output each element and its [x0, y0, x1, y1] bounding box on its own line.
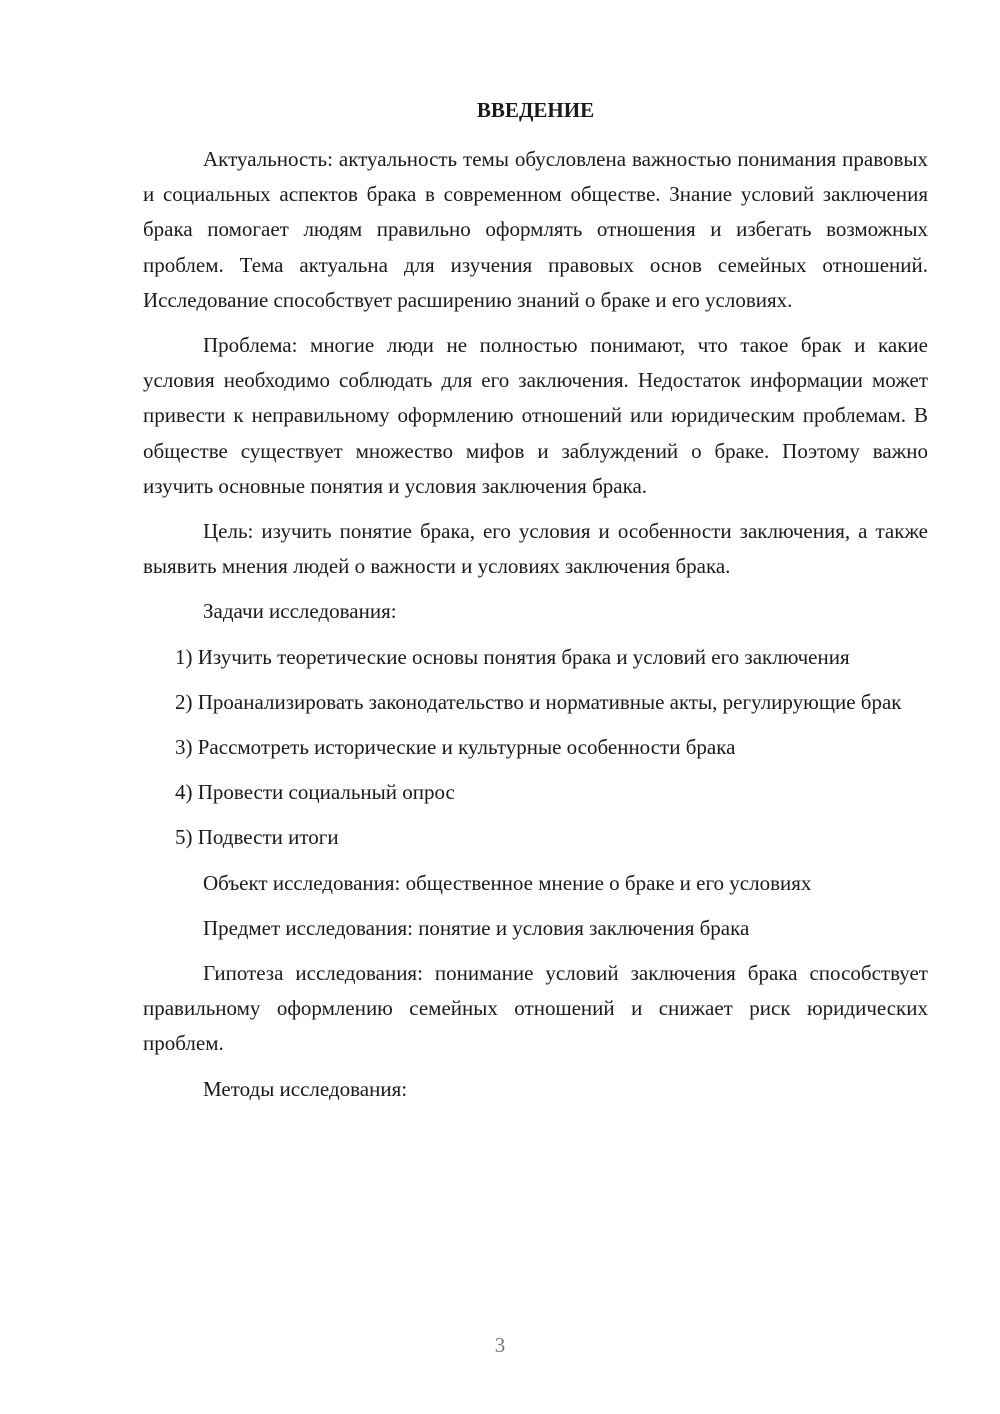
list-item: 1) Изучить теоретические основы понятия брака и условий его заключения: [175, 644, 850, 669]
page-number: 3: [494, 1333, 506, 1357]
paragraph-hypothesis: Гипотеза исследования: понимание условий заключения брака способствует правильному оформлению семейных отношений и снижает риск юридических проблем.: [143, 961, 928, 1056]
list-item: 3) Рассмотреть исторические и культурные особенности брака: [175, 735, 736, 760]
paragraph-problem: Проблема: многие люди не полностью понимают, что такое брак и какие условия необходимо соблюдать для его заключения. Недостаток информации может привести к неправильному оформлению отношений или юридическим проблемам. В обществе существует множество мифов и заблуждений о браке. Поэтому важно изучить основные понятия и условия заключения брака.: [143, 333, 928, 498]
paragraph-methods-heading: Методы исследования:: [203, 1076, 408, 1101]
list-item: 2) Проанализировать законодательство и нормативные акты, регулирующие брак: [175, 689, 902, 714]
page-title: ВВЕДЕНИЕ: [476, 98, 595, 122]
paragraph-subject: Предмет исследования: понятие и условия заключения брака: [203, 915, 750, 940]
list-item: 4) Провести социальный опрос: [175, 780, 455, 805]
paragraph-tasks-heading: Задачи исследования:: [203, 599, 397, 624]
document-page: [143, 92, 928, 1117]
list-item: 5) Подвести итоги: [175, 825, 339, 850]
paragraph-relevance: Актуальность: актуальность темы обусловлена важностью понимания правовых и социальных аспектов брака в современном обществе. Знание условий заключения брака помогает людям правильно оформлять отношения и избегать возможных проблем. Тема актуальна для изучения правовых основ семейных отношений. Исследование способствует расширению знаний о браке и его условиях.: [143, 147, 928, 312]
paragraph-object: Объект исследования: общественное мнение о браке и его условиях: [203, 870, 812, 895]
paragraph-goal: Цель: изучить понятие брака, его условия и особенности заключения, а также выявить мнения людей о важности и условиях заключения брака.: [143, 519, 928, 579]
